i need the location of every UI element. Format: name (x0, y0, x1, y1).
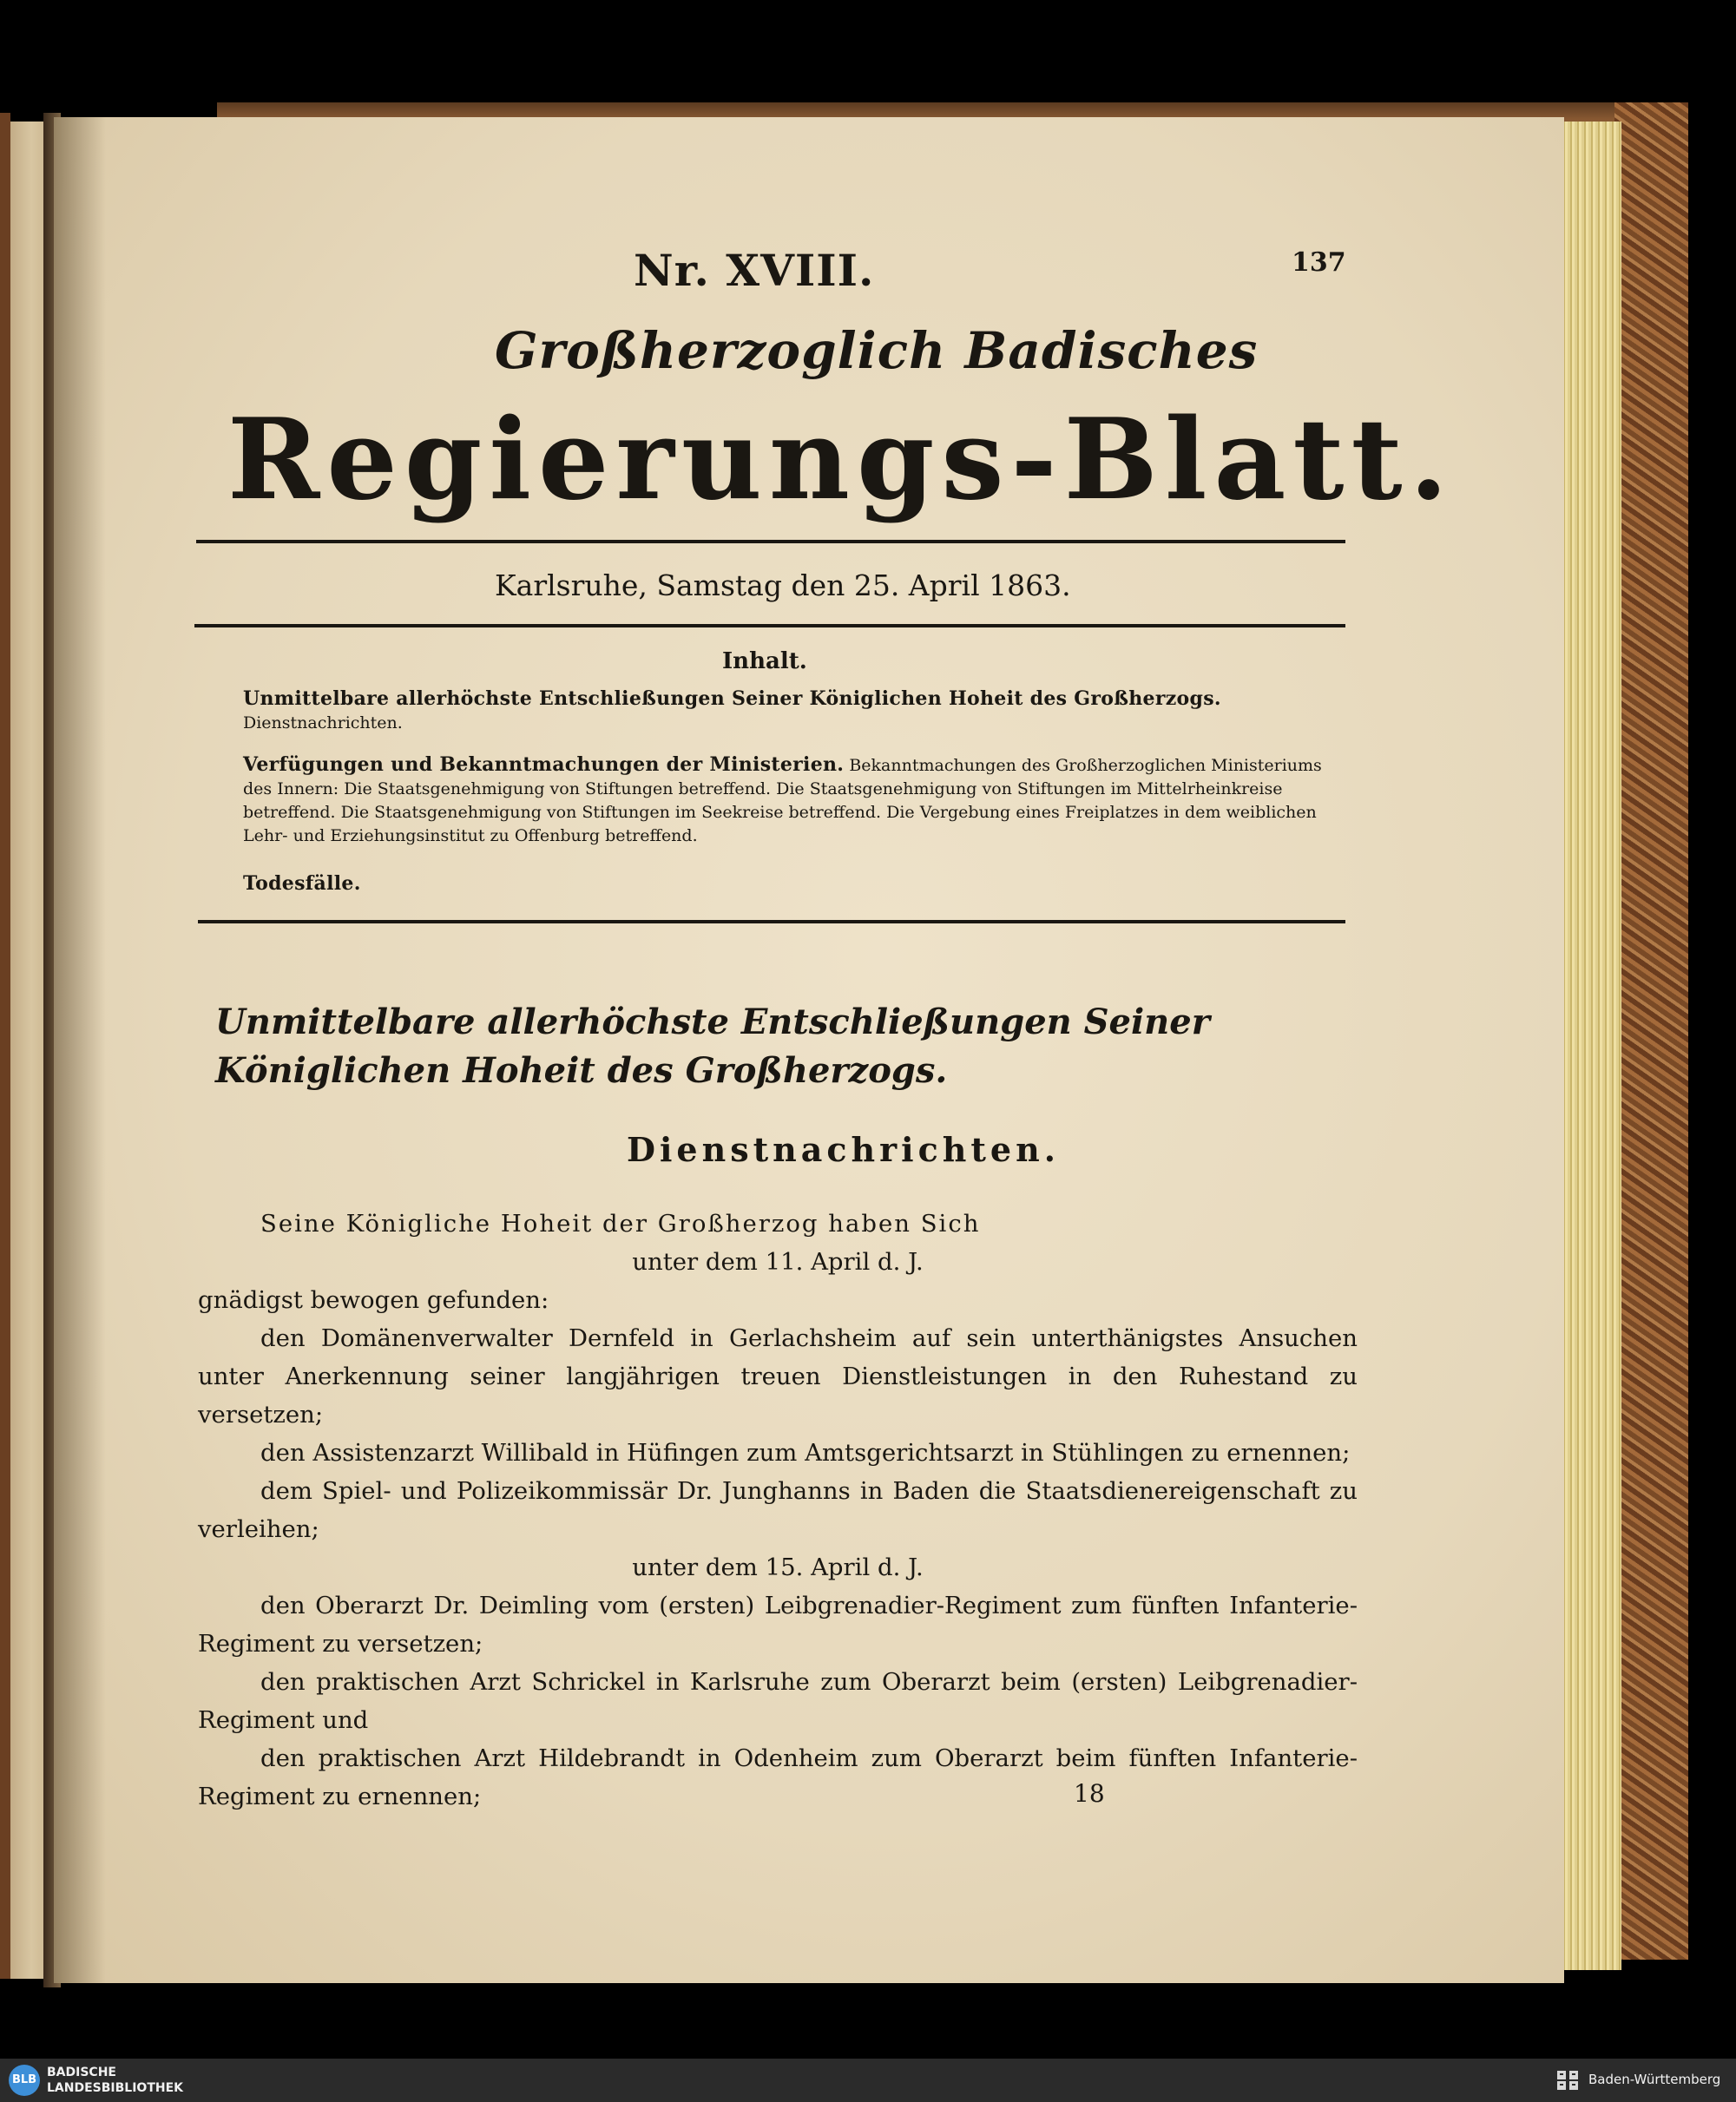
contents-item2-heading: Verfügungen und Bekanntmachungen der Ministerien. (243, 753, 845, 776)
blb-name[interactable] (47, 2065, 183, 2096)
rule-after-contents (198, 920, 1345, 923)
section-subtitle: Dienstnachrichten. (627, 1130, 1060, 1169)
paragraph-3: dem Spiel- und Polizeikommissär Dr. Junghanns in Baden die Staatsdienereigenschaft zu verleihen; (198, 1477, 1358, 1543)
rule-top (196, 540, 1345, 543)
page-number: 137 (1292, 247, 1346, 278)
gutter-shadow (54, 117, 106, 1983)
blb-name-line1: BADISCHE (47, 2066, 116, 2079)
left-cover (0, 113, 10, 1979)
date-line: Karlsruhe, Samstag den 25. April 1863. (495, 568, 1071, 602)
paragraph-2: den Assistenzarzt Willibald in Hüfingen zum Amtsgerichtsarzt in Stühlingen zu ernennen; (260, 1439, 1351, 1467)
baden-wuerttemberg-crest-icon (1554, 2067, 1581, 2093)
signature-mark: 18 (1074, 1779, 1105, 1808)
intro-line: Seine Königliche Hoheit der Großherzog haben Sich (260, 1210, 981, 1238)
blb-name-line2: LANDESBIBLIOTHEK (47, 2081, 184, 2095)
rule-after-date (194, 624, 1345, 627)
body-text (198, 1205, 1358, 1816)
contents-item1-heading: Unmittelbare allerhöchste Entschließungen Seiner Königlichen Hoheit des Großherzogs. (243, 687, 1221, 710)
paragraph-4: den Oberarzt Dr. Deimling vom (ersten) Leibgrenadier-Regiment zum fünften Infanterie-Regiment zu versetzen; (198, 1592, 1358, 1658)
contents-item1 (189, 687, 1349, 735)
contents-item3 (189, 872, 1349, 897)
contents-item2 (189, 753, 1349, 848)
date-line-1: unter dem 11. April d. J. (632, 1248, 924, 1276)
issue-number: Nr. XVIII. (634, 245, 875, 296)
contents-item1-text: Dienstnachrichten. (243, 713, 403, 732)
baden-wuerttemberg-label[interactable]: Baden-Württemberg (1588, 2072, 1721, 2087)
paragraph-1: den Domänenverwalter Dernfeld in Gerlachsheim auf sein unterthänigstes Ansuchen unter Anerkennung seiner langjährigen treuen Dienstleistungen in den Ruhestand zu versetzen; (198, 1324, 1358, 1429)
section-title: Unmittelbare allerhöchste Entschließungen Seiner Königlichen Hoheit des Großherzogs. (215, 1002, 1210, 1091)
contents-title: Inhalt. (722, 648, 807, 674)
cover-right-edge (1614, 102, 1688, 1960)
paragraph-5: den praktischen Arzt Schrickel in Karlsruhe zum Oberarzt beim (ersten) Leibgrenadier-Regiment und (198, 1668, 1358, 1734)
gracious-line: gnädigst bewogen gefunden: (198, 1286, 549, 1314)
contents-item3-heading: Todesfälle. (243, 872, 361, 895)
publication-title-line2: Regierungs-Blatt. (227, 395, 1456, 525)
publication-title-line1: Großherzoglich Badisches (495, 321, 1259, 380)
viewer-footer (0, 2059, 1736, 2102)
date-line-2: unter dem 15. April d. J. (632, 1554, 924, 1581)
contents-item2-text: Bekanntmachungen des Großherzoglichen Ministeriums des Innern: Die Staatsgenehmigung von Stiftungen betreffend. Die Staatsgenehmigung von Stiftungen im Mittelrheinkreise betreffend. Die Staatsgenehmigung von Stiftungen im Seekreise betreffend. Die Vergebung eines Freiplatzes in dem weiblichen Lehr- und Erziehungsinstitut zu Offenburg betreffend. (243, 756, 1322, 845)
blb-logo[interactable]: BLB (9, 2065, 40, 2096)
paragraph-6: den praktischen Arzt Hildebrandt in Odenheim zum Oberarzt beim fünften Infanterie-Regiment zu ernennen; (198, 1744, 1358, 1810)
